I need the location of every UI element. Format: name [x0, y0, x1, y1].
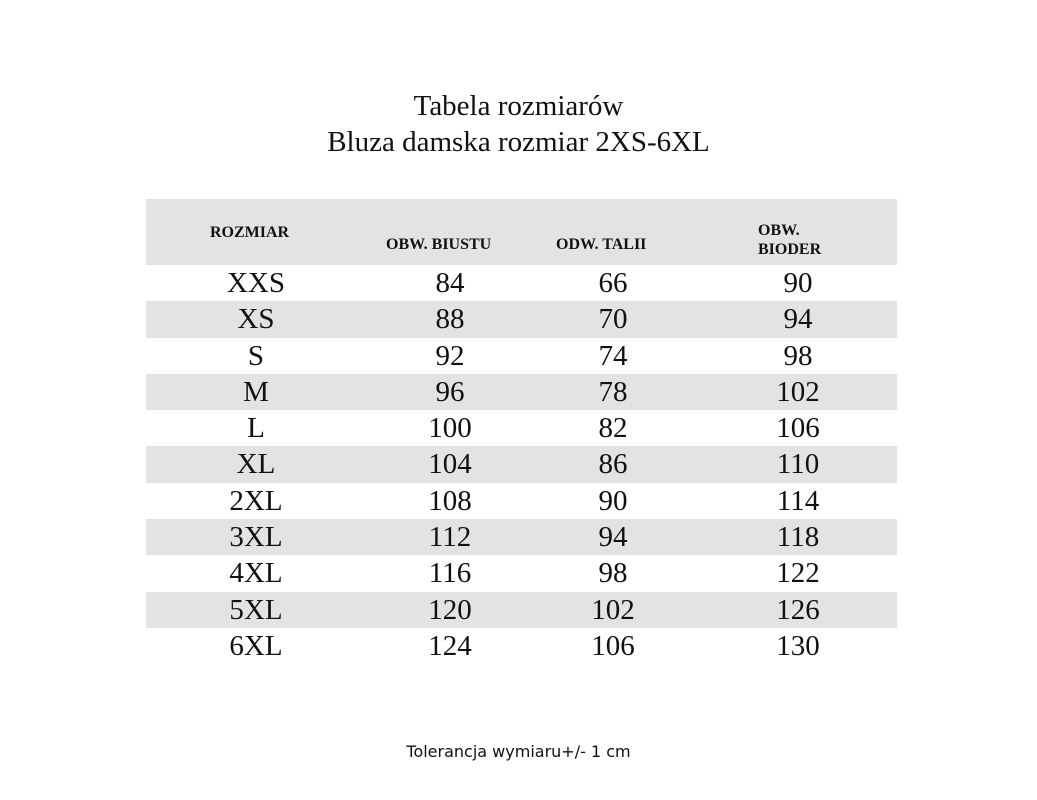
page-title — [0, 88, 1037, 160]
cell-size: 6XL — [229, 629, 283, 662]
cell-waist: 78 — [598, 375, 628, 408]
cell-size: 5XL — [229, 593, 283, 626]
tolerance-note: Tolerancja wymiaru+/- 1 cm — [406, 742, 631, 761]
table-header-row — [146, 199, 897, 265]
cell-bust: 108 — [428, 484, 472, 517]
cell-waist: 82 — [598, 412, 628, 445]
cell-waist: 102 — [591, 593, 635, 626]
cell-hips: 114 — [776, 484, 820, 517]
table-row — [146, 592, 897, 628]
cell-hips: 102 — [776, 375, 820, 408]
cell-bust: 96 — [435, 375, 465, 408]
cell-waist: 86 — [598, 448, 628, 481]
cell-hips: 106 — [776, 412, 820, 445]
header-hips-line-1: OBW. — [758, 222, 800, 239]
header-hips — [758, 221, 821, 259]
title-line-2: Bluza damska rozmiar 2XS-6XL — [327, 126, 710, 158]
table-row — [146, 410, 897, 446]
cell-hips: 90 — [783, 267, 813, 299]
cell-bust: 100 — [428, 412, 472, 445]
cell-size: 2XL — [229, 484, 283, 517]
table-row — [146, 374, 897, 410]
table-row — [146, 446, 897, 482]
header-size: ROZMIAR — [210, 224, 290, 241]
table-row — [146, 338, 897, 374]
cell-bust: 120 — [428, 593, 472, 626]
cell-bust: 88 — [435, 303, 465, 336]
cell-waist: 94 — [598, 521, 628, 554]
table-row — [146, 301, 897, 337]
cell-bust: 112 — [428, 521, 472, 554]
cell-size: XL — [236, 448, 276, 481]
cell-hips: 126 — [776, 593, 820, 626]
cell-size: S — [247, 339, 265, 372]
cell-waist: 98 — [598, 557, 628, 590]
cell-bust: 104 — [428, 448, 472, 481]
table-row — [146, 483, 897, 519]
cell-waist: 106 — [591, 629, 635, 662]
cell-waist: 66 — [598, 267, 628, 299]
cell-bust: 92 — [435, 339, 465, 372]
cell-size: M — [243, 375, 269, 408]
cell-waist: 74 — [598, 339, 628, 372]
cell-hips: 98 — [783, 339, 813, 372]
cell-bust: 116 — [428, 557, 472, 590]
header-waist: ODW. TALII — [556, 236, 647, 253]
title-line-1: Tabela rozmiarów — [413, 90, 624, 122]
cell-bust: 124 — [428, 629, 472, 662]
header-bust: OBW. BIUSTU — [386, 236, 492, 253]
cell-waist: 90 — [598, 484, 628, 517]
cell-size: XS — [237, 303, 275, 336]
cell-bust: 84 — [435, 267, 465, 299]
cell-hips: 118 — [776, 521, 820, 554]
table-row — [146, 265, 897, 301]
cell-hips: 94 — [783, 303, 813, 336]
cell-size: 4XL — [229, 557, 283, 590]
table-row — [146, 519, 897, 555]
size-table — [146, 199, 897, 664]
cell-hips: 130 — [776, 629, 820, 662]
header-hips-line-2: BIODER — [758, 241, 822, 258]
cell-size: XXS — [226, 267, 285, 299]
cell-size: 3XL — [229, 521, 283, 554]
cell-hips: 110 — [776, 448, 820, 481]
cell-waist: 70 — [598, 303, 628, 336]
cell-size: L — [247, 412, 265, 445]
table-row — [146, 628, 897, 664]
cell-hips: 122 — [776, 557, 820, 590]
table-row — [146, 555, 897, 591]
